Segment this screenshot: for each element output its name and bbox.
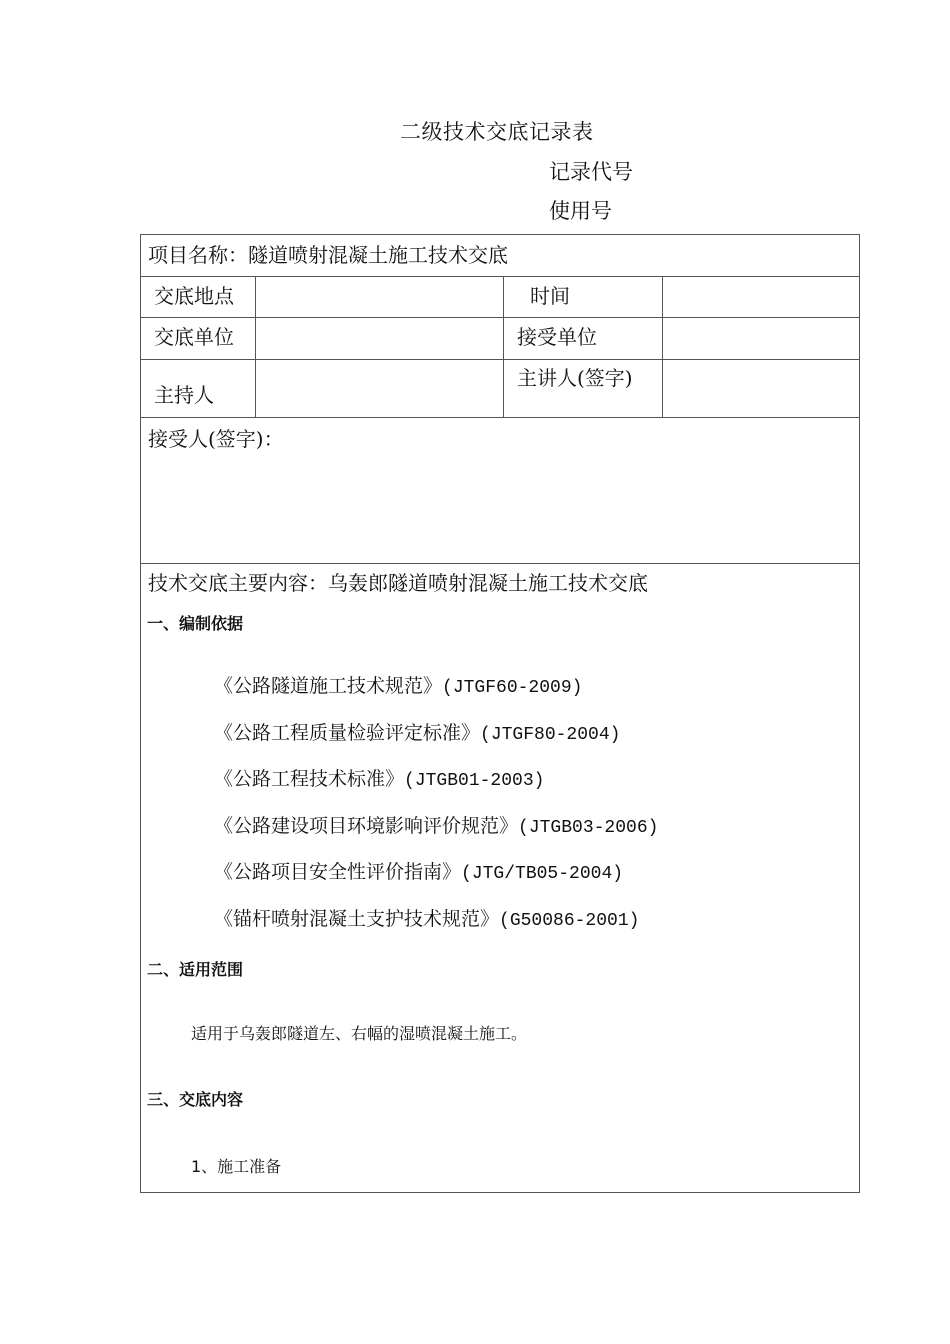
- host-field[interactable]: [257, 361, 501, 415]
- scope-text: 适用于乌轰郎隧道左、右幅的湿喷混凝土施工。: [191, 1024, 528, 1043]
- reference-code: (JTGB03-2006): [518, 818, 659, 838]
- receiver-label: 接受人(签字)：: [148, 427, 284, 451]
- unit-label: 交底单位: [154, 325, 234, 349]
- receiving-unit-label: 接受单位: [517, 325, 597, 349]
- location-field[interactable]: [257, 278, 501, 315]
- host-label: 主持人: [154, 383, 214, 407]
- location-label: 交底地点: [154, 284, 234, 308]
- reference-code: (JTGF80-2004): [480, 725, 621, 745]
- reference-code: (JTGF60-2009): [442, 678, 583, 698]
- row-divider: [141, 563, 859, 564]
- speaker-signature-field[interactable]: [664, 361, 858, 415]
- row-divider: [141, 359, 859, 360]
- unit-field[interactable]: [257, 319, 501, 357]
- column-divider: [662, 276, 663, 417]
- document-title: 二级技术交底记录表: [400, 120, 594, 144]
- column-divider: [503, 276, 504, 417]
- row-divider: [141, 317, 859, 318]
- reference-code: (G50086-2001): [499, 911, 640, 931]
- section-heading-scope: 二、适用范围: [147, 960, 244, 979]
- reference-item: [214, 671, 582, 698]
- reference-item: [214, 811, 658, 838]
- reference-item: [214, 857, 623, 884]
- usage-number-label: 使用号: [549, 199, 612, 223]
- time-field[interactable]: [664, 278, 858, 315]
- record-code-label: 记录代号: [549, 160, 633, 184]
- reference-name: 《公路项目安全性评价指南》: [214, 861, 462, 883]
- reference-item: [214, 904, 639, 931]
- row-divider: [141, 276, 859, 277]
- reference-item: [214, 764, 544, 791]
- project-name: 项目名称：隧道喷射混凝土施工技术交底: [148, 243, 508, 267]
- reference-name: 《锚杆喷射混凝土支护技术规范》: [214, 908, 500, 930]
- record-table: [140, 234, 860, 1193]
- section-heading-content: 三、交底内容: [147, 1090, 244, 1109]
- receiving-unit-field[interactable]: [664, 319, 858, 357]
- row-divider: [141, 417, 859, 418]
- main-content-label: 技术交底主要内容：乌轰郎隧道喷射混凝土施工技术交底: [148, 571, 648, 595]
- reference-code: (JTGB01-2003): [404, 771, 545, 791]
- reference-name: 《公路建设项目环境影响评价规范》: [214, 815, 519, 837]
- reference-name: 《公路工程技术标准》: [214, 768, 405, 790]
- time-label: 时间: [530, 284, 570, 308]
- reference-code: (JTG/TB05-2004): [461, 864, 624, 884]
- reference-name: 《公路工程质量检验评定标准》: [214, 722, 481, 744]
- column-divider: [255, 276, 256, 417]
- section-heading-basis: 一、编制依据: [147, 614, 244, 633]
- reference-name: 《公路隧道施工技术规范》: [214, 675, 443, 697]
- item-construction-preparation: 1、施工准备: [191, 1157, 282, 1176]
- reference-item: [214, 718, 620, 745]
- speaker-label: 主讲人(签字): [517, 366, 633, 390]
